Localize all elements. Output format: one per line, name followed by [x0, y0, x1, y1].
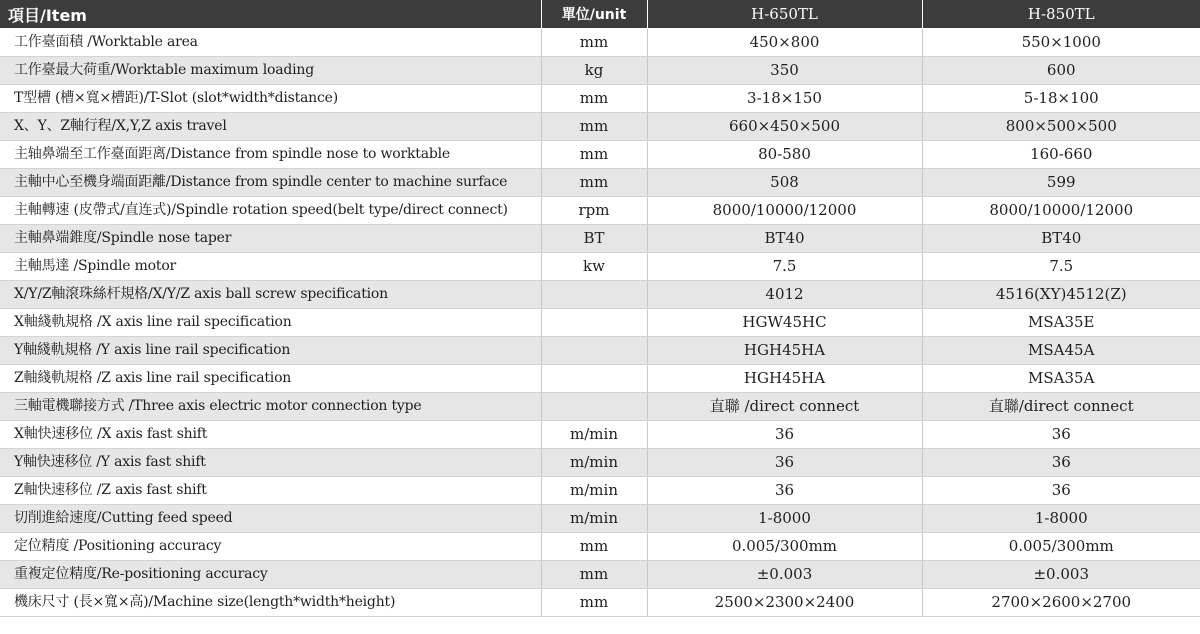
row-value-h850tl: BT40 — [922, 225, 1200, 253]
row-value-h850tl: ±0.003 — [922, 561, 1200, 589]
row-value-h650tl: HGH45HA — [647, 337, 922, 365]
row-item-label: 三軸電機聯接方式 /Three axis electric motor connection type — [0, 393, 541, 421]
table-row — [0, 29, 1200, 57]
row-value-h650tl: 80-580 — [647, 141, 922, 169]
row-unit: m/min — [541, 421, 647, 449]
row-unit — [541, 337, 647, 365]
row-value-h650tl: 0.005/300mm — [647, 533, 922, 561]
header-model-h650tl: H-650TL — [647, 0, 922, 29]
row-value-h850tl: MSA35E — [922, 309, 1200, 337]
header-item: 項目/Item — [0, 0, 541, 29]
table-row — [0, 169, 1200, 197]
row-value-h650tl: HGW45HC — [647, 309, 922, 337]
row-value-h850tl: 8000/10000/12000 — [922, 197, 1200, 225]
table-row — [0, 589, 1200, 617]
row-item-label: 主軸馬達 /Spindle motor — [0, 253, 541, 281]
row-item-label: 機床尺寸 (長×寬×高)/Machine size(length*width*height) — [0, 589, 541, 617]
table-row — [0, 365, 1200, 393]
row-value-h650tl: 660×450×500 — [647, 113, 922, 141]
row-item-label: 主軸轉速 (皮帶式/直连式)/Spindle rotation speed(belt type/direct connect) — [0, 197, 541, 225]
spec-table-body — [0, 29, 1200, 617]
table-row — [0, 505, 1200, 533]
table-row — [0, 197, 1200, 225]
row-item-label: Y軸綫軌規格 /Y axis line rail specification — [0, 337, 541, 365]
row-unit — [541, 365, 647, 393]
row-value-h650tl: 直聯 /direct connect — [647, 393, 922, 421]
row-value-h650tl: 7.5 — [647, 253, 922, 281]
row-value-h650tl: 3-18×150 — [647, 85, 922, 113]
row-value-h850tl: 5-18×100 — [922, 85, 1200, 113]
row-unit: mm — [541, 561, 647, 589]
row-unit: rpm — [541, 197, 647, 225]
row-value-h850tl: 1-8000 — [922, 505, 1200, 533]
table-row — [0, 477, 1200, 505]
row-value-h850tl: 直聯/direct connect — [922, 393, 1200, 421]
row-value-h650tl: 508 — [647, 169, 922, 197]
row-item-label: 定位精度 /Positioning accuracy — [0, 533, 541, 561]
row-unit: m/min — [541, 449, 647, 477]
row-value-h650tl: 1-8000 — [647, 505, 922, 533]
row-unit: kg — [541, 57, 647, 85]
row-value-h650tl: HGH45HA — [647, 365, 922, 393]
row-value-h650tl: ±0.003 — [647, 561, 922, 589]
row-value-h850tl: MSA45A — [922, 337, 1200, 365]
table-row — [0, 85, 1200, 113]
row-unit: m/min — [541, 477, 647, 505]
table-row — [0, 337, 1200, 365]
table-row — [0, 141, 1200, 169]
row-item-label: X/Y/Z軸滾珠絲杆規格/X/Y/Z axis ball screw specification — [0, 281, 541, 309]
row-value-h850tl: 7.5 — [922, 253, 1200, 281]
row-unit: mm — [541, 533, 647, 561]
row-item-label: Z軸快速移位 /Z axis fast shift — [0, 477, 541, 505]
row-unit: mm — [541, 29, 647, 57]
row-item-label: 切削進給速度/Cutting feed speed — [0, 505, 541, 533]
table-row — [0, 561, 1200, 589]
row-value-h850tl: 800×500×500 — [922, 113, 1200, 141]
table-row — [0, 253, 1200, 281]
spec-table-header — [0, 0, 1200, 29]
table-row — [0, 393, 1200, 421]
row-value-h650tl: 36 — [647, 421, 922, 449]
row-value-h650tl: 350 — [647, 57, 922, 85]
table-row — [0, 309, 1200, 337]
row-item-label: X軸綫軌規格 /X axis line rail specification — [0, 309, 541, 337]
row-unit: mm — [541, 113, 647, 141]
row-value-h650tl: 2500×2300×2400 — [647, 589, 922, 617]
row-item-label: 重複定位精度/Re-positioning accuracy — [0, 561, 541, 589]
row-unit: mm — [541, 169, 647, 197]
row-item-label: X、Y、Z軸行程/X,Y,Z axis travel — [0, 113, 541, 141]
row-value-h850tl: 550×1000 — [922, 29, 1200, 57]
row-unit: mm — [541, 589, 647, 617]
row-unit: m/min — [541, 505, 647, 533]
row-item-label: Y軸快速移位 /Y axis fast shift — [0, 449, 541, 477]
row-value-h850tl: 2700×2600×2700 — [922, 589, 1200, 617]
row-value-h650tl: BT40 — [647, 225, 922, 253]
row-item-label: T型槽 (槽×寬×槽距)/T-Slot (slot*width*distance) — [0, 85, 541, 113]
row-value-h650tl: 4012 — [647, 281, 922, 309]
row-value-h850tl: 0.005/300mm — [922, 533, 1200, 561]
table-row — [0, 57, 1200, 85]
row-value-h650tl: 450×800 — [647, 29, 922, 57]
row-value-h850tl: 599 — [922, 169, 1200, 197]
row-item-label: 工作臺最大荷重/Worktable maximum loading — [0, 57, 541, 85]
row-value-h650tl: 36 — [647, 449, 922, 477]
table-row — [0, 421, 1200, 449]
row-item-label: 主軸中心至機身端面距離/Distance from spindle center to machine surface — [0, 169, 541, 197]
row-value-h850tl: MSA35A — [922, 365, 1200, 393]
row-item-label: 主軸鼻端錐度/Spindle nose taper — [0, 225, 541, 253]
table-row — [0, 113, 1200, 141]
row-item-label: X軸快速移位 /X axis fast shift — [0, 421, 541, 449]
row-item-label: Z軸綫軌規格 /Z axis line rail specification — [0, 365, 541, 393]
row-item-label: 工作臺面積 /Worktable area — [0, 29, 541, 57]
table-row — [0, 533, 1200, 561]
row-unit — [541, 281, 647, 309]
header-model-h850tl: H-850TL — [922, 0, 1200, 29]
row-value-h850tl: 160-660 — [922, 141, 1200, 169]
header-row — [0, 0, 1200, 29]
row-unit — [541, 393, 647, 421]
row-unit: mm — [541, 141, 647, 169]
row-value-h850tl: 600 — [922, 57, 1200, 85]
row-unit: mm — [541, 85, 647, 113]
row-value-h650tl: 36 — [647, 477, 922, 505]
row-value-h850tl: 36 — [922, 421, 1200, 449]
row-item-label: 主轴鼻端至工作臺面距离/Distance from spindle nose to worktable — [0, 141, 541, 169]
row-unit: kw — [541, 253, 647, 281]
row-value-h850tl: 36 — [922, 477, 1200, 505]
table-row — [0, 281, 1200, 309]
row-value-h650tl: 8000/10000/12000 — [647, 197, 922, 225]
row-unit: BT — [541, 225, 647, 253]
row-value-h850tl: 36 — [922, 449, 1200, 477]
table-row — [0, 449, 1200, 477]
row-value-h850tl: 4516(XY)4512(Z) — [922, 281, 1200, 309]
header-unit: 單位/unit — [541, 0, 647, 29]
row-unit — [541, 309, 647, 337]
table-row — [0, 225, 1200, 253]
